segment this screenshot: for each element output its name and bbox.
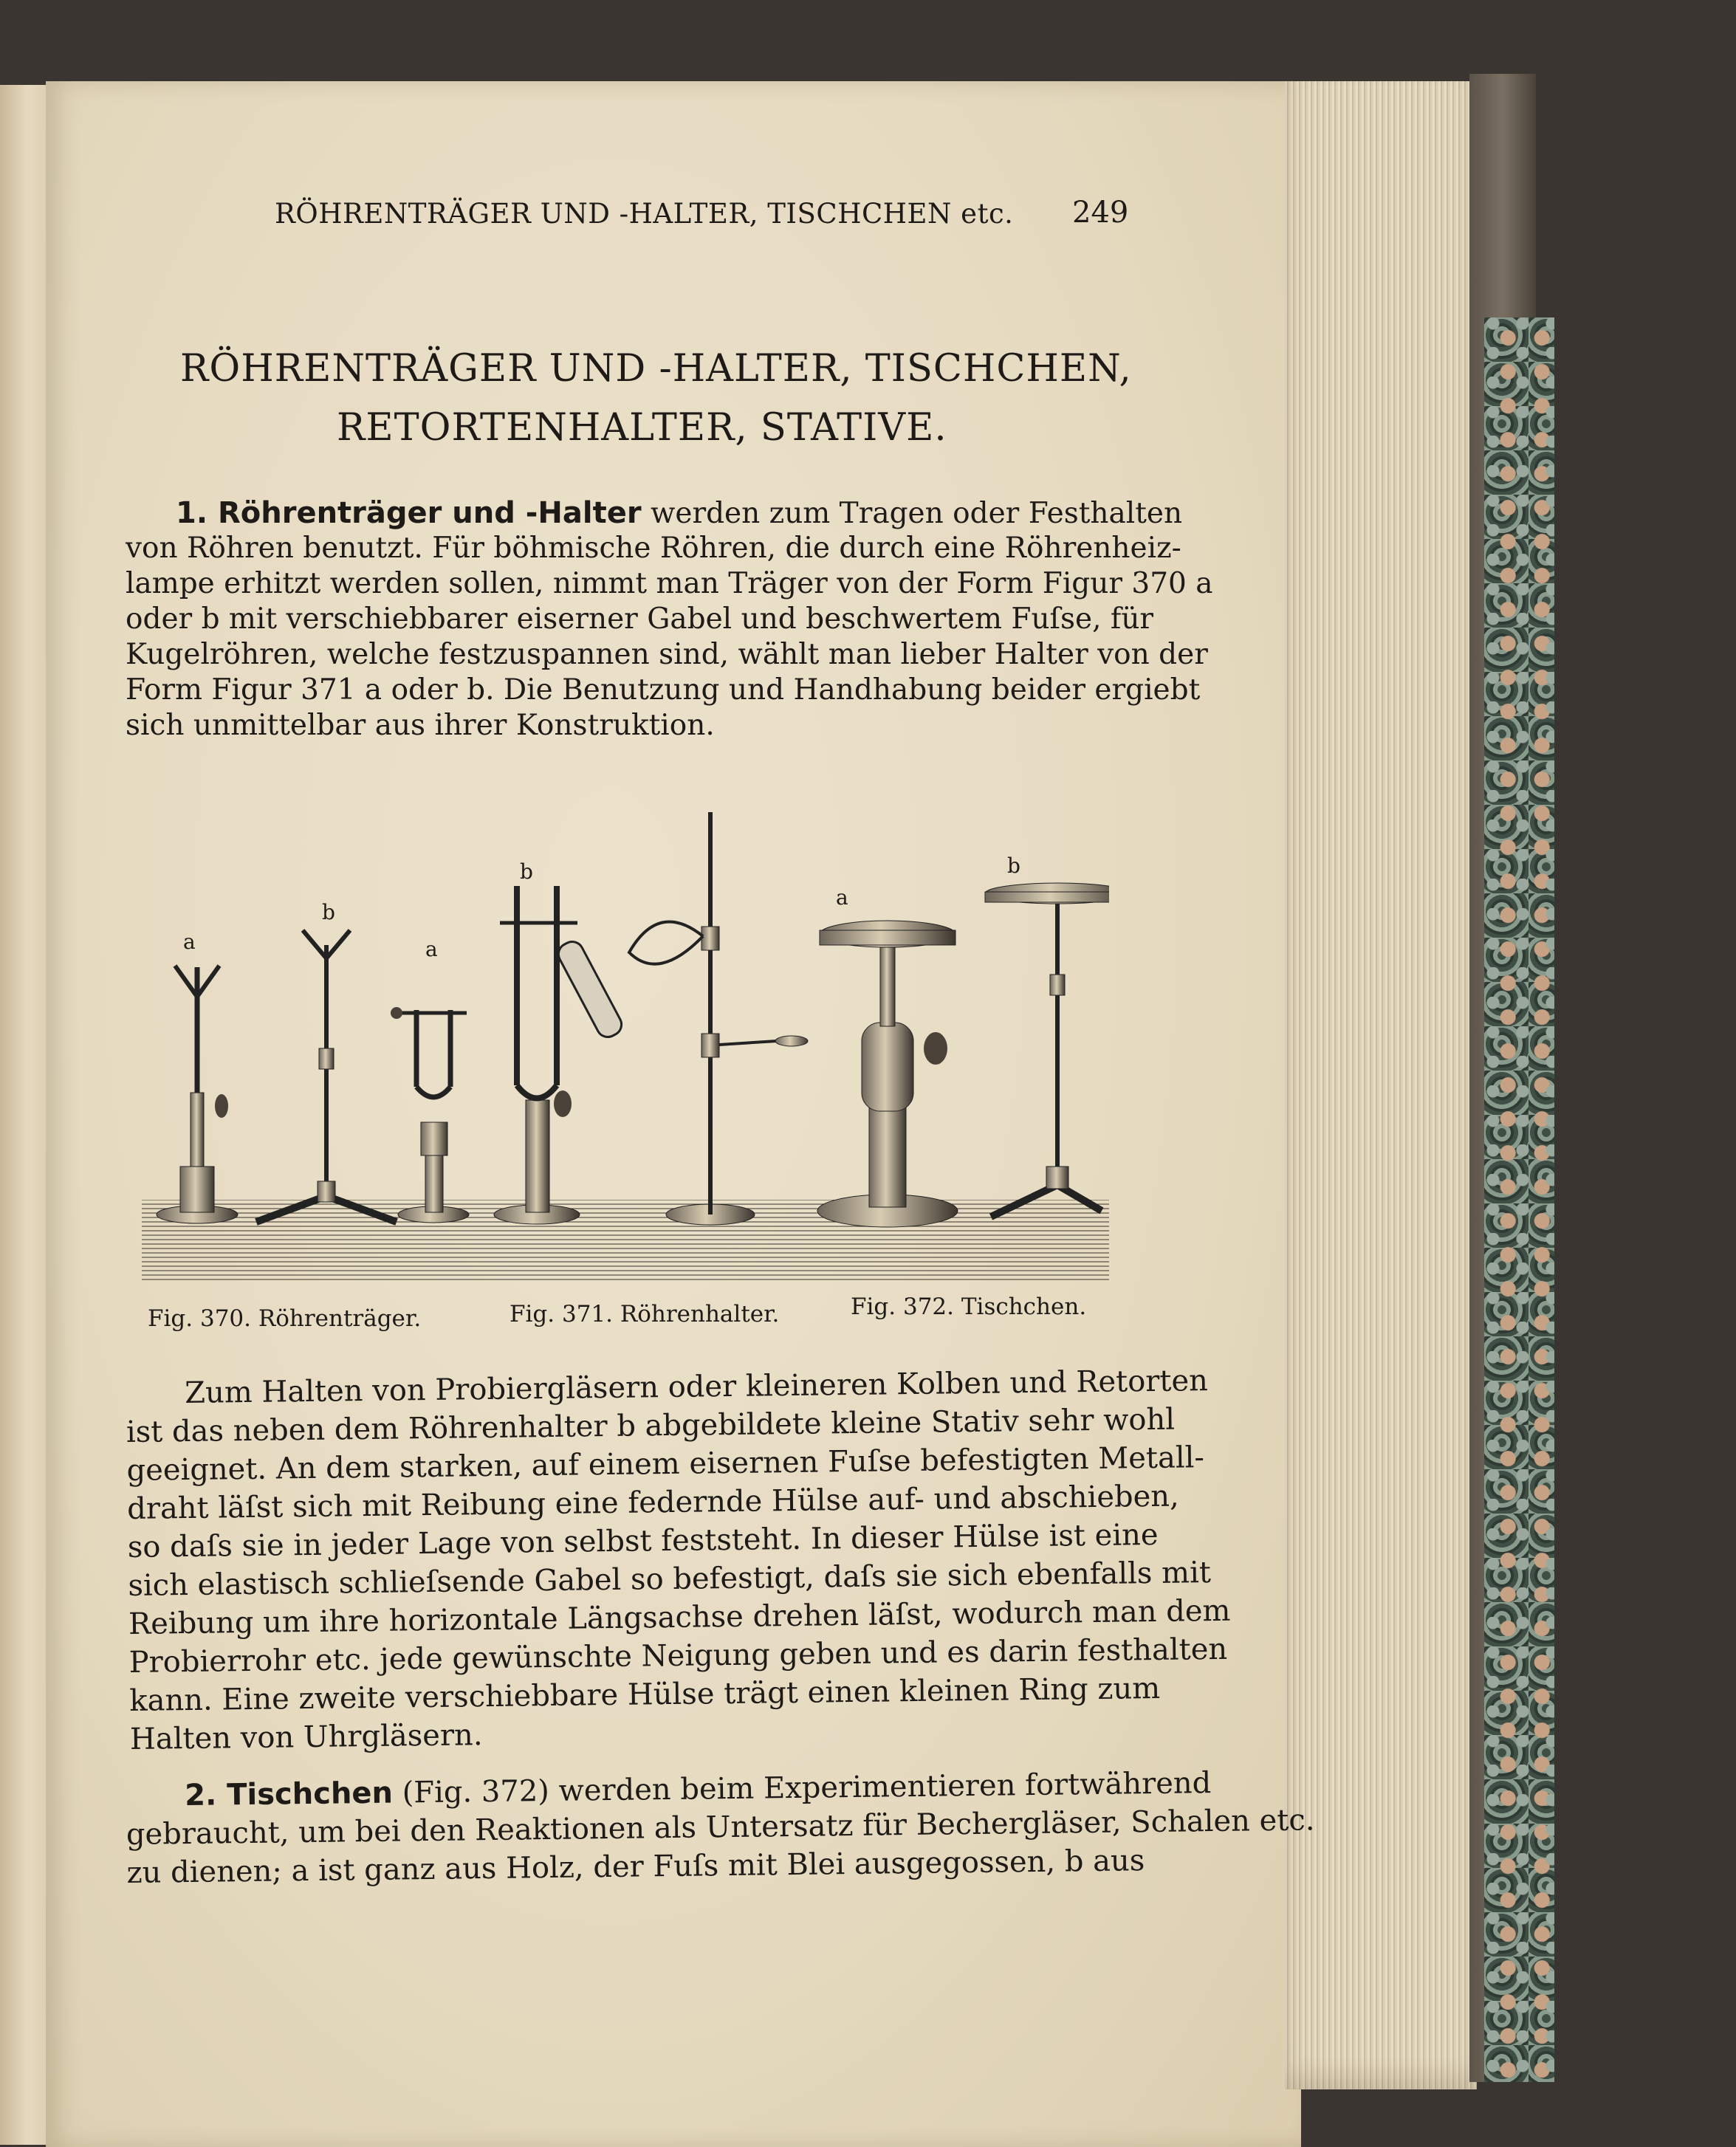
text-line: Zum Halten von Probiergläsern oder kleineren Kolben und Retorten — [184, 1364, 1209, 1411]
text-line: zu dienen; a ist ganz aus Holz, der Fuſs mit Blei ausgegossen, b aus — [126, 1844, 1145, 1890]
fig-label: a — [836, 885, 848, 910]
running-header: RÖHRENTRÄGER UND -HALTER, TISCHCHEN etc. — [275, 198, 1014, 230]
text-line: gebraucht, um bei den Reaktionen als Untersatz für Bechergläser, Schalen etc. — [126, 1803, 1315, 1852]
paragraph-2 — [126, 1364, 1232, 1761]
paragraph-1-lead: 1. Röhrenträger und -Halter — [176, 496, 642, 530]
fig-label: b — [322, 900, 335, 924]
text-line: Kugelröhren, welche festzuspannen sind, wählt man lieber Halter von der — [126, 638, 1208, 671]
text-line: sich elastisch schlieſsende Gabel so befestigt, daſs sie sich ebenfalls mit — [128, 1556, 1212, 1603]
text-line: Form Figur 371 a oder b. Die Benutzung und Handhabung beider ergiebt — [126, 673, 1201, 707]
paragraph-3 — [126, 1765, 1315, 1894]
text-line: ist das neben dem Röhrenhalter b abgebildete kleine Stativ sehr wohl — [126, 1402, 1176, 1449]
small-table-a — [817, 921, 958, 1227]
page-number: 249 — [1072, 196, 1129, 230]
text-line: oder b mit verschiebbarer eiserner Gabel und beschwertem Fuſse, für — [126, 602, 1154, 636]
caption-fig-372: Fig. 372. Tischchen. — [851, 1294, 1087, 1320]
marbled-cover-edge — [1484, 317, 1554, 2082]
section-title-line-1: RÖHRENTRÄGER UND -HALTER, TISCHCHEN, — [180, 347, 1132, 391]
test-tube-stand — [555, 812, 808, 1225]
left-page-edge — [0, 85, 46, 2145]
fig-label: a — [183, 930, 196, 954]
tube-holder-a — [391, 1007, 469, 1223]
fig-label: b — [1007, 853, 1020, 878]
text-line: draht läſst sich mit Reibung eine federnde Hülse auf- und abschieben, — [126, 1479, 1180, 1526]
fig-label: b — [520, 859, 533, 884]
text-line: lampe erhitzt werden sollen, nimmt man Träger von der Form Figur 370 a — [126, 567, 1213, 600]
text-line: Probierrohr etc. jede gewünschte Neigung geben und es darin festhalten — [128, 1632, 1228, 1680]
text-line: Halten von Uhrgläsern. — [129, 1718, 483, 1756]
small-table-b — [985, 883, 1109, 1217]
text-line: von Röhren benutzt. Für böhmische Röhren, die durch eine Röhrenheiz- — [126, 532, 1181, 565]
paragraph-1 — [126, 496, 1213, 744]
text-line: so daſs sie in jeder Lage von selbst feststeht. In dieser Hülse ist eine — [127, 1517, 1159, 1564]
text-line: (Fig. 372) werden beim Experimentieren fortwährend — [392, 1766, 1212, 1810]
fig-label: a — [425, 937, 438, 961]
text-line: werden zum Tragen oder Festhalten — [641, 497, 1183, 530]
text-line: kann. Eine zweite verschiebbare Hülse trägt einen kleinen Ring zum — [129, 1671, 1161, 1718]
tube-holder-b — [494, 886, 580, 1224]
paragraph-3-lead: 2. Tischchen — [184, 1776, 394, 1813]
text-line: Reibung um ihre horizontale Längsachse drehen läſst, wodurch man dem — [128, 1593, 1231, 1641]
tube-carrier-a — [157, 966, 238, 1223]
caption-fig-371: Fig. 371. Röhrenhalter. — [510, 1301, 780, 1327]
section-title-line-2: RETORTENHALTER, STATIVE. — [337, 406, 947, 450]
caption-fig-370: Fig. 370. Röhrenträger. — [148, 1305, 422, 1332]
text-line: sich unmittelbar aus ihrer Konstruktion. — [126, 709, 715, 742]
text-line: geeignet. An dem starken, auf einem eisernen Fuſse befestigten Metall- — [126, 1440, 1205, 1488]
tube-carrier-b — [256, 930, 397, 1222]
apparatus-illustration — [142, 812, 1109, 1285]
